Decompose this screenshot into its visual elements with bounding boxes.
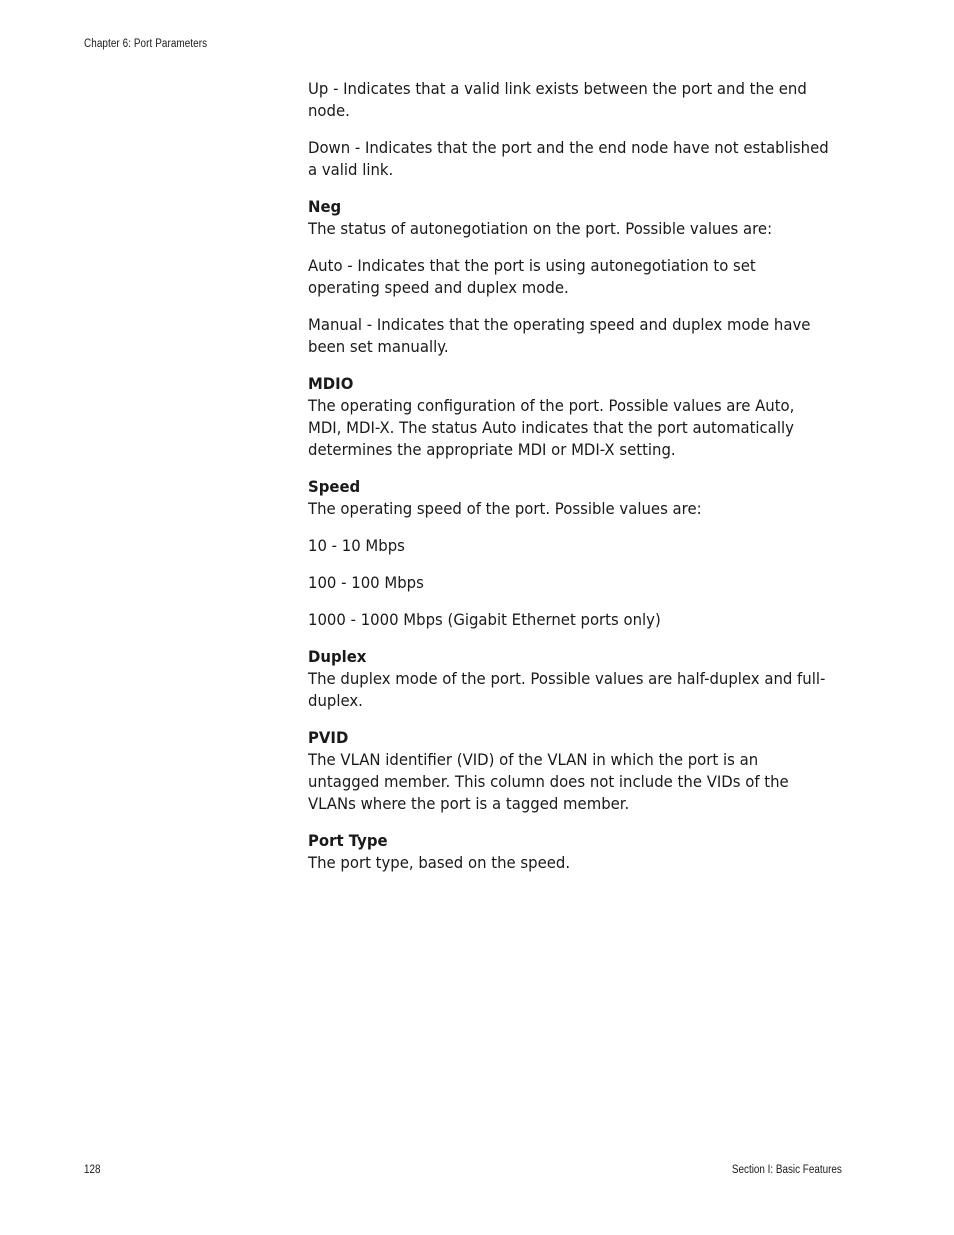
port-type-heading: Port Type bbox=[308, 831, 388, 850]
neg-heading: Neg bbox=[308, 197, 342, 216]
speed-description: The operating speed of the port. Possible values are: bbox=[308, 499, 702, 518]
footer-section-title: Section I: Basic Features bbox=[732, 1164, 842, 1176]
speed-value-100: 100 - 100 Mbps bbox=[308, 573, 424, 592]
pvid-heading: PVID bbox=[308, 728, 349, 747]
port-type-description: The port type, based on the speed. bbox=[308, 853, 571, 872]
speed-value-1000: 1000 - 1000 Mbps (Gigabit Ethernet ports only) bbox=[308, 610, 661, 629]
page-content bbox=[308, 78, 828, 889]
mdio-description: The operating configuration of the port. Possible values are Auto, MDI, MDI-X. The status Auto indicates that the port automatically determines the appropriate MDI or MDI-X setting. bbox=[308, 396, 795, 459]
neg-description: The status of autonegotiation on the port. Possible values are: bbox=[308, 219, 773, 238]
neg-manual-description: Manual - Indicates that the operating speed and duplex mode have been set manually. bbox=[308, 315, 811, 356]
duplex-heading: Duplex bbox=[308, 647, 367, 666]
up-description: Up - Indicates that a valid link exists between the port and the end node. bbox=[308, 79, 807, 120]
down-description: Down - Indicates that the port and the end node have not established a valid link. bbox=[308, 138, 829, 179]
page-number: 128 bbox=[84, 1164, 101, 1176]
neg-auto-description: Auto - Indicates that the port is using autonegotiation to set operating speed and duplex mode. bbox=[308, 256, 756, 297]
duplex-description: The duplex mode of the port. Possible values are half-duplex and full-duplex. bbox=[308, 669, 826, 710]
speed-value-10: 10 - 10 Mbps bbox=[308, 536, 405, 555]
running-header: Chapter 6: Port Parameters bbox=[84, 38, 208, 50]
pvid-description: The VLAN identifier (VID) of the VLAN in which the port is an untagged member. This column does not include the VIDs of the VLANs where the port is a tagged member. bbox=[308, 750, 789, 813]
mdio-heading: MDIO bbox=[308, 374, 354, 393]
speed-heading: Speed bbox=[308, 477, 361, 496]
